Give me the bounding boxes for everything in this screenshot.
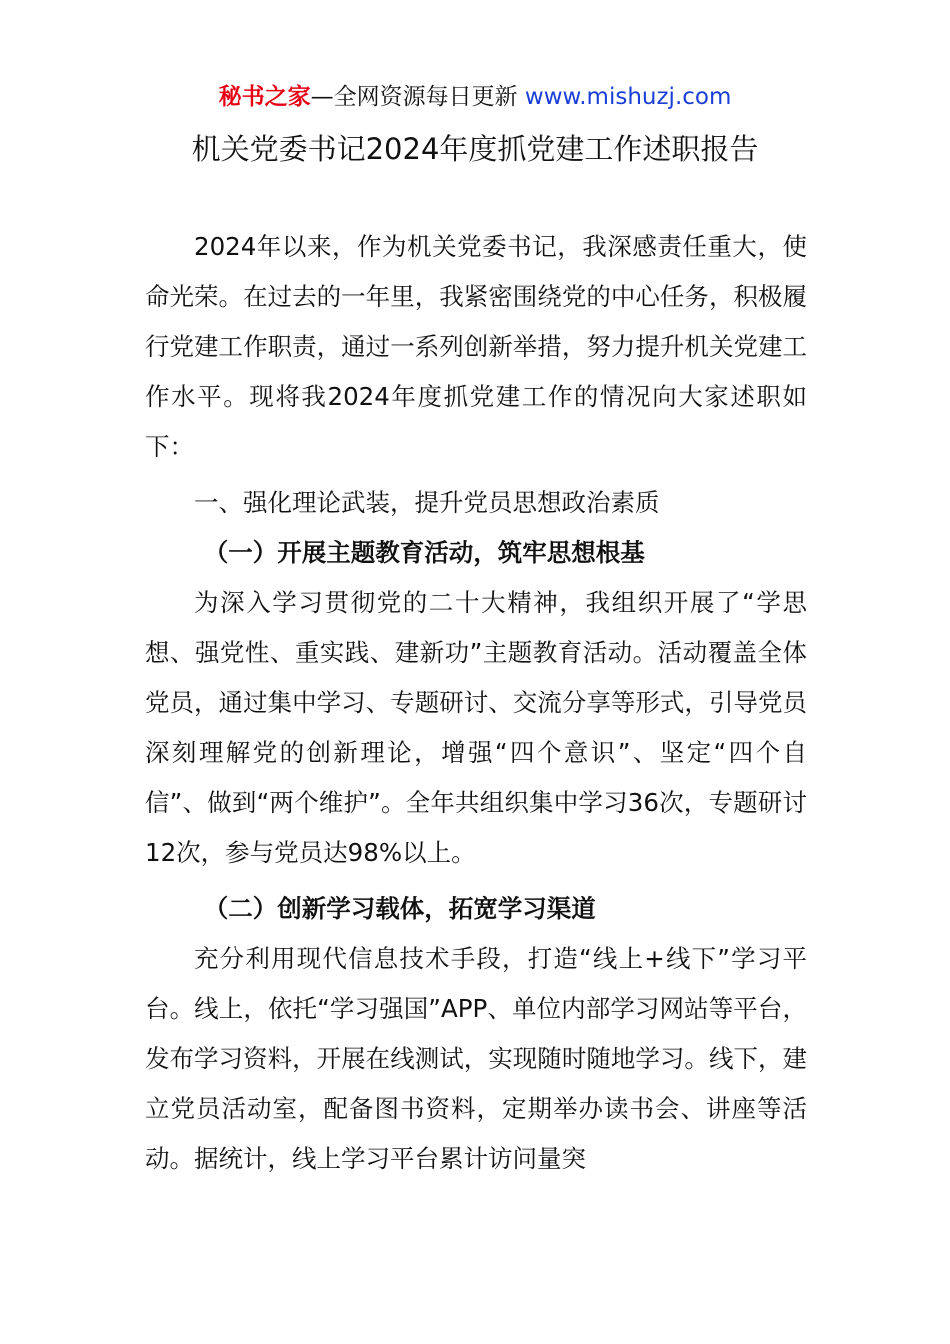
intro-paragraph: 2024年以来，作为机关党委书记，我深感责任重大，使命光荣。在过去的一年里，我紧密围绕党的中心任务，积极履行党建工作职责，通过一系列创新举措，努力提升机关党建工作水平。现将我2024年度抓党建工作的情况向大家述职如下： bbox=[145, 232, 807, 461]
site-header bbox=[0, 80, 950, 114]
document-title: 机关党委书记2024年度抓党建工作述职报告 bbox=[191, 132, 759, 166]
site-url-link[interactable]: www.mishuzj.com bbox=[524, 84, 732, 110]
body-paragraph-1: 为深入学习贯彻党的二十大精神，我组织开展了“学思想、强党性、重实践、建新功”主题教育活动。活动覆盖全体党员，通过集中学习、专题研讨、交流分享等形式，引导党员深刻理解党的创新理论，增强“四个意识”、坚定“四个自信”、做到“两个维护”。全年共组织集中学习36次，专题研讨12次，参与党员达98%以上。 bbox=[145, 588, 807, 867]
section-heading-1: 一、强化理论武装，提升党员思想政治素质 bbox=[194, 488, 660, 517]
subsection-heading-2: （二）创新学习载体，拓宽学习渠道 bbox=[203, 894, 596, 923]
document-body bbox=[145, 222, 807, 1184]
brand-name: 秘书之家 bbox=[218, 84, 311, 110]
header-slogan: —全网资源每日更新 bbox=[310, 84, 518, 110]
body-paragraph-2: 充分利用现代信息技术手段，打造“线上+线下”学习平台。线上，依托“学习强国”APP、单位内部学习网站等平台，发布学习资料，开展在线测试，实现随时随地学习。线下，建立党员活动室，配备图书资料，定期举办读书会、讲座等活动。据统计，线上学习平台累计访问量突 bbox=[145, 944, 807, 1173]
subsection-heading-1: （一）开展主题教育活动，筑牢思想根基 bbox=[203, 538, 645, 567]
